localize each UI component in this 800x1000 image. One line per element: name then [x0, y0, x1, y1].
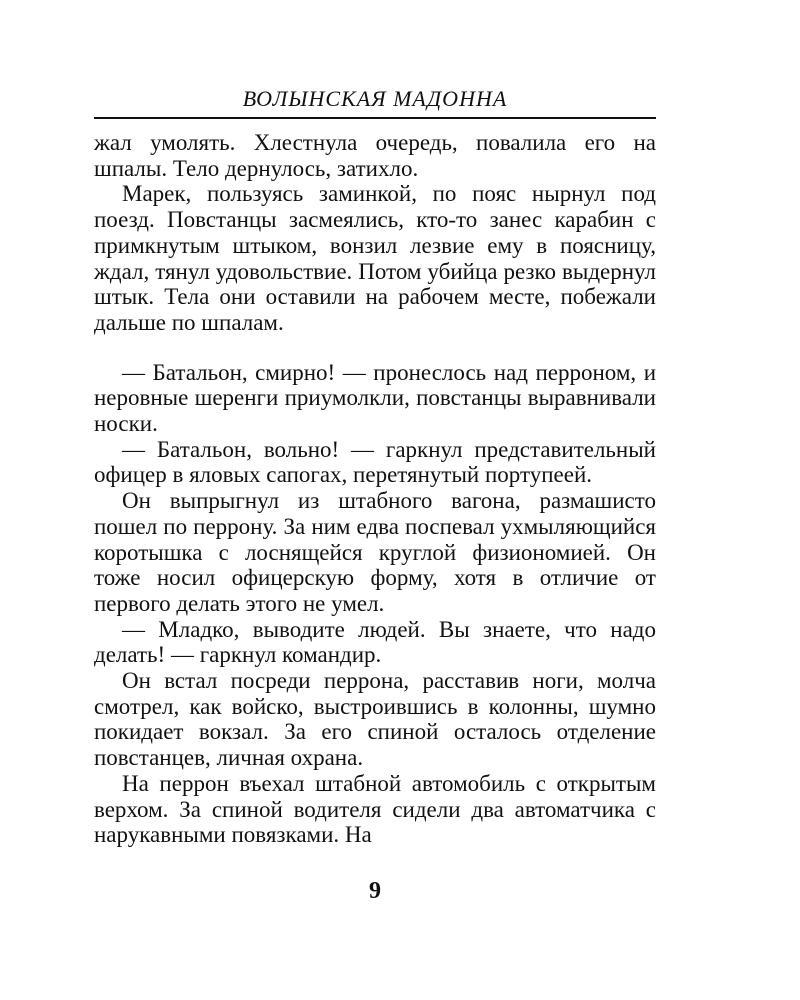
paragraph: жал умолять. Хлестнула очередь, повалила его на шпалы. Тело дернулось, затихло. [94, 130, 656, 181]
paragraph: Он выпрыгнул из штабного вагона, размашисто пошел по перрону. За ним едва поспевал ухмыляющийся коротышка с лоснящейся круглой физиономией. Он тоже носил офицерскую форму, хотя в отличие от первого делать этого не умел. [94, 488, 656, 616]
paragraph: — Батальон, смирно! — пронеслось над перроном, и неровные шеренги приумолкли, повстанцы выравнивали носки. [94, 359, 656, 437]
page-number: 9 [369, 878, 381, 904]
body-text [94, 130, 656, 848]
paragraph: Марек, пользуясь заминкой, по пояс нырнул под поезд. Повстанцы засмеялись, кто-то занес карабин с примкнутым штыком, вонзил лезвие ему в поясницу, ждал, тянул удовольствие. Потом убийца резко выдернул штык. Тела они оставили на рабочем месте, побежали дальше по шпалам. [94, 181, 656, 335]
paragraph: — Младко, выводите людей. Вы знаете, что надо делать! — гаркнул командир. [94, 616, 656, 668]
paragraph: На перрон въехал штабной автомобиль с открытым верхом. За спиной водителя сидели два автоматчика с нарукавными повязками. На [94, 770, 656, 848]
running-header-title: ВОЛЫНСКАЯ МАДОННА [242, 86, 508, 111]
paragraph: Он встал посреди перрона, расставив ноги, молча смотрел, как войско, выстроившись в колонны, шумно покидает вокзал. За его спиной осталось отделение повстанцев, личная охрана. [94, 668, 656, 771]
paragraph: — Батальон, вольно! — гаркнул представительный офицер в яловых сапогах, перетянутый портупеей. [94, 436, 656, 488]
header-rule [94, 117, 656, 119]
